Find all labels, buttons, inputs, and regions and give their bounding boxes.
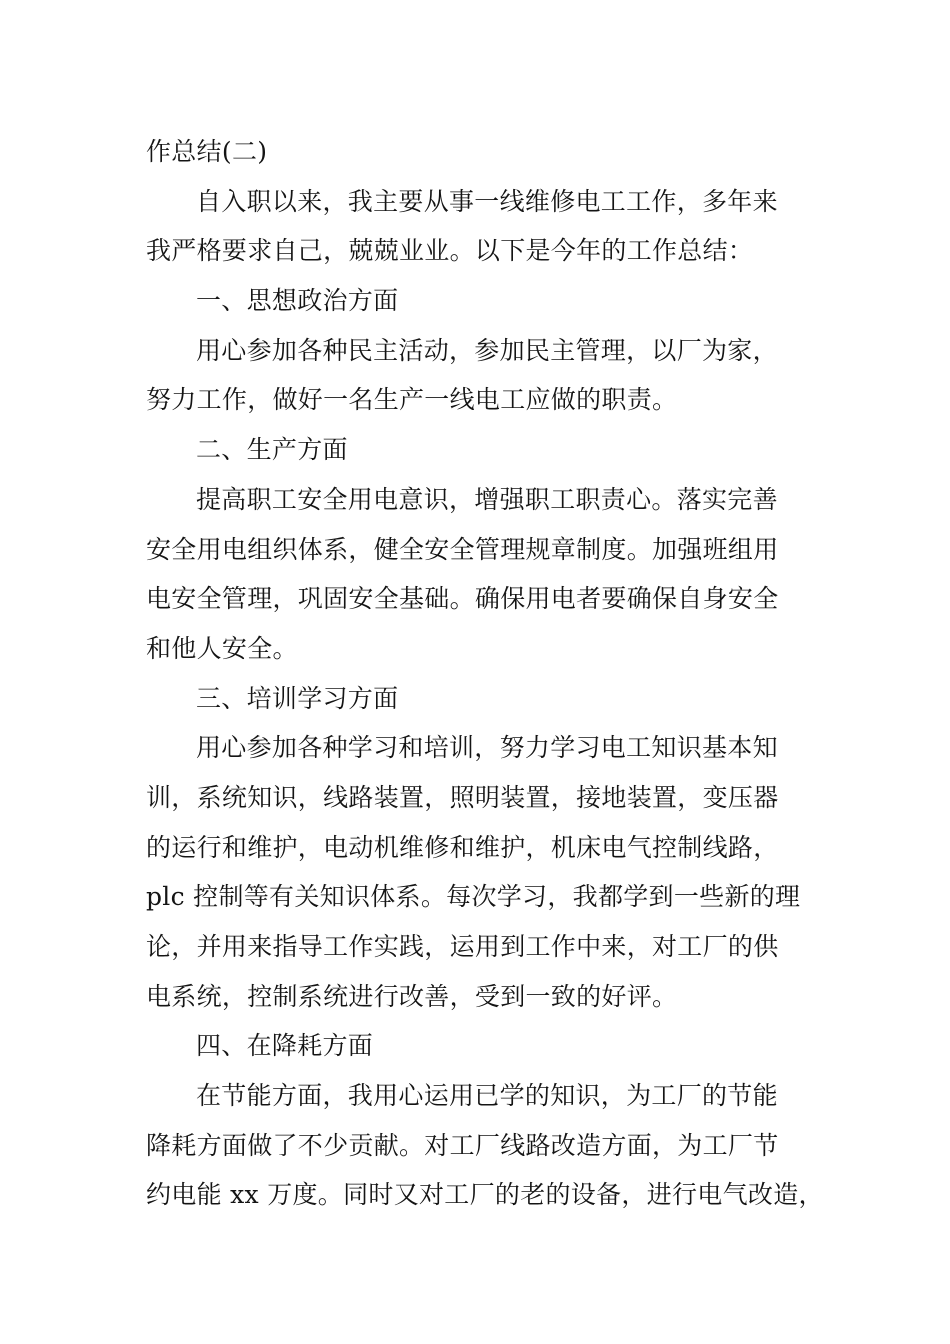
paragraph-line: 用心参加各种学习和培训，努力学习电工知识基本知 [196, 733, 778, 763]
section-heading: 三、培训学习方面 [196, 683, 399, 713]
paragraph-line: 降耗方面做了不少贡献。对工厂线路改造方面，为工厂节 [146, 1130, 779, 1160]
section-title: 作总结(二) [146, 137, 268, 166]
paragraph-line: 我严格要求自己，兢兢业业。以下是今年的工作总结： [146, 236, 754, 266]
paragraph-line: 在节能方面，我用心运用已学的知识，为工厂的节能 [196, 1081, 778, 1111]
paragraph-line: 努力工作，做好一名生产一线电工应做的职责。 [146, 385, 678, 415]
section-heading: 四、在降耗方面 [196, 1031, 374, 1061]
paragraph-line: 电系统，控制系统进行改善，受到一致的好评。 [146, 981, 678, 1011]
paragraph-line: 电安全管理，巩固安全基础。确保用电者要确保自身安全 [146, 584, 779, 614]
paragraph-line: 用心参加各种民主活动，参加民主管理，以厂为家， [196, 335, 778, 365]
paragraph-line: 安全用电组织体系，健全安全管理规章制度。加强班组用 [146, 534, 779, 564]
paragraph-line: plc 控制等有关知识体系。每次学习，我都学到一些新的理 [146, 882, 801, 912]
paragraph-line: 训，系统知识，线路装置，照明装置，接地装置，变压器 [146, 782, 779, 812]
paragraph-line: 约电能 xx 万度。同时又对工厂的老的设备，进行电气改造， [146, 1180, 824, 1210]
document-body [146, 127, 836, 1220]
paragraph-line: 提高职工安全用电意识，增强职工职责心。落实完善 [196, 484, 778, 514]
section-heading: 一、思想政治方面 [196, 286, 399, 316]
paragraph-line: 自入职以来，我主要从事一线维修电工工作，多年来 [196, 186, 778, 216]
paragraph-line: 和他人安全。 [146, 633, 298, 663]
paragraph-line: 论，并用来指导工作实践，运用到工作中来，对工厂的供 [146, 932, 779, 961]
paragraph-line: 的运行和维护，电动机维修和维护，机床电气控制线路， [146, 832, 779, 862]
section-heading: 二、生产方面 [196, 435, 348, 465]
